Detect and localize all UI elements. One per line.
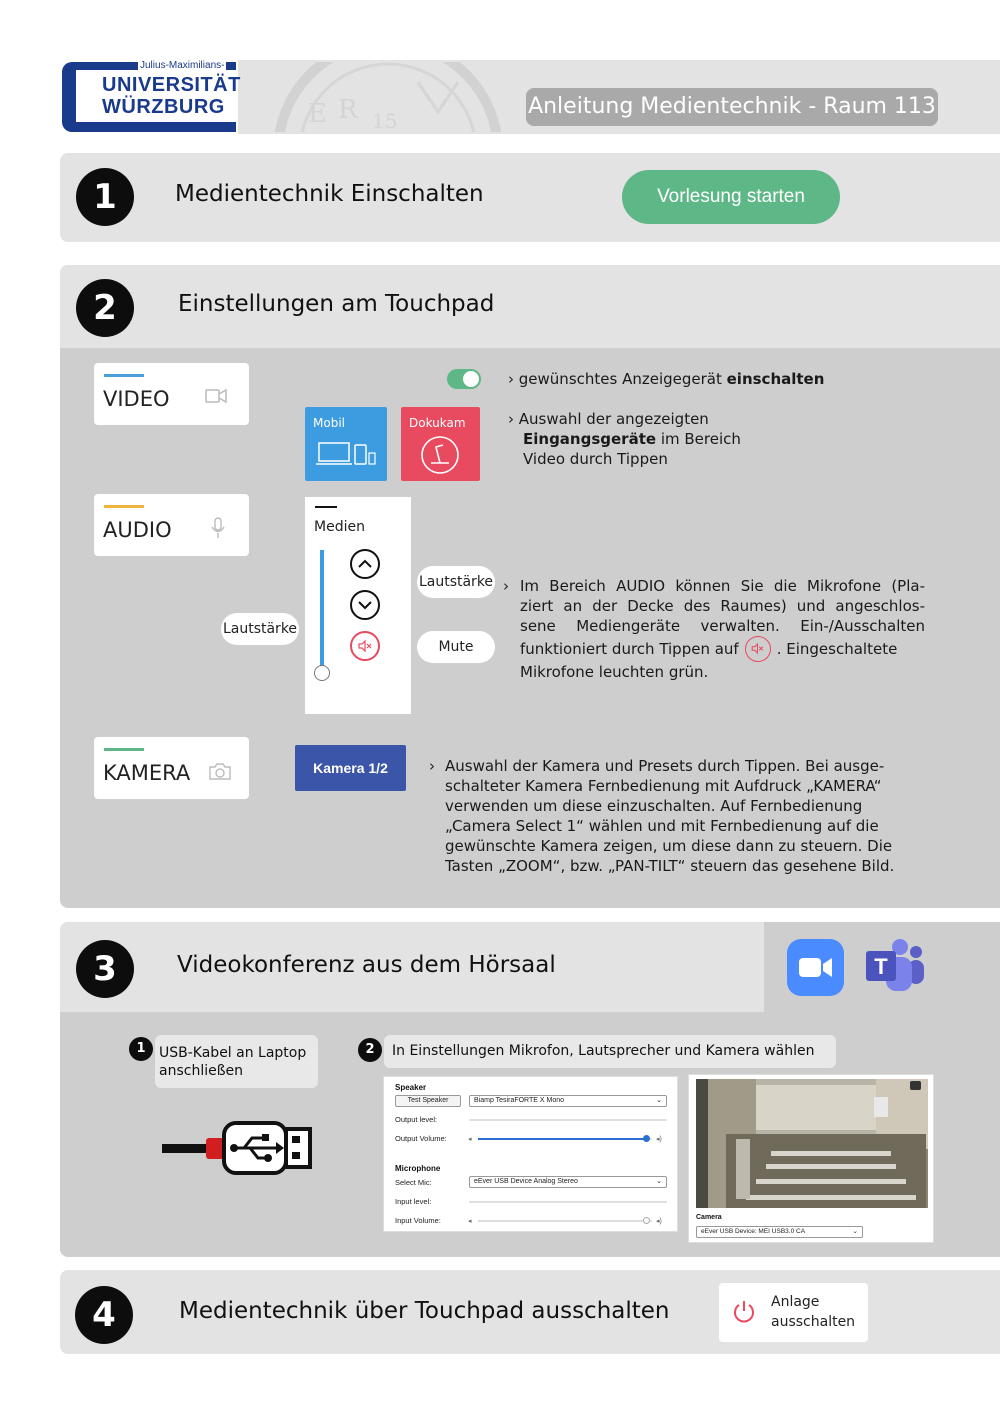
display-toggle[interactable] — [447, 369, 481, 389]
laptop-phone-icon — [315, 441, 377, 469]
step1-number: 1 — [76, 168, 134, 226]
camera-text-line1: Auswahl der Kamera und Presets durch Tippen. Bei ausge- — [445, 757, 885, 775]
logo-line2: WÜRZBURG — [102, 96, 225, 118]
photo-camera-icon — [208, 762, 232, 781]
speaker-muted-icon — [352, 633, 378, 659]
instruction2-rest: im Bereich — [656, 430, 741, 448]
video-indicator — [104, 374, 144, 377]
audio-text-line1: Im Bereich AUDIO können Sie die Mikrofone (Pla- — [520, 577, 925, 595]
camera-select[interactable] — [696, 1226, 863, 1238]
shutdown-label-line1: Anlage — [771, 1294, 820, 1310]
video-card-label: VIDEO — [103, 387, 170, 411]
instruction1-bold: einschalten — [726, 370, 825, 388]
volume-down-button[interactable] — [350, 590, 380, 620]
volume-low-icon: ◂ — [468, 1218, 472, 1225]
lecture-hall-preview-image — [696, 1079, 928, 1208]
usb-step-line1: USB-Kabel an Laptop — [159, 1045, 307, 1061]
volume-slider-track[interactable] — [320, 550, 324, 673]
video-card[interactable] — [94, 363, 249, 425]
tile-mobil[interactable] — [305, 407, 387, 481]
input-level-meter — [469, 1201, 667, 1203]
mute-callout: Mute — [417, 631, 495, 663]
fullscreen-icon[interactable] — [910, 1081, 921, 1090]
mute-inline-icon — [745, 636, 771, 662]
camera-instruction — [429, 756, 929, 876]
instruction2-line1: Auswahl der angezeigten — [518, 410, 709, 428]
camera-preview-screenshot — [688, 1074, 934, 1243]
output-volume-fill — [478, 1138, 647, 1140]
logo-frame-bottom — [76, 122, 236, 132]
chevron-down-icon: ⌄ — [656, 1097, 662, 1104]
logo-line1: UNIVERSITÄT — [102, 74, 241, 96]
instruction2-line3: Video durch Tippen — [523, 450, 668, 468]
settings-step-label: In Einstellungen Mikrofon, Lautsprecher und Kamera wählen — [384, 1035, 836, 1068]
svg-text:E: E — [308, 99, 327, 129]
chevron-down-icon — [352, 592, 378, 618]
microphone-heading: Microphone — [395, 1164, 441, 1173]
chevron-right-icon: › — [508, 370, 514, 388]
video-camera-icon — [205, 389, 227, 403]
audio-indicator — [104, 505, 144, 508]
output-level-meter — [469, 1119, 667, 1121]
test-speaker-button[interactable]: Test Speaker — [395, 1095, 461, 1107]
audio-text-line4 — [503, 636, 925, 662]
microphone-select-value: eEver USB Device Analog Stereo — [474, 1178, 578, 1185]
camera-text-line6: Tasten „ZOOM“, bzw. „PAN-TILT“ steuern das gesehene Bild. — [445, 857, 895, 875]
svg-text:R: R — [338, 95, 358, 125]
panel-indicator — [315, 506, 337, 508]
step2-number: 2 — [76, 279, 134, 337]
input-volume-label: Input Volume: — [395, 1216, 441, 1225]
video-instruction-1 — [508, 369, 824, 389]
shutdown-label — [771, 1292, 855, 1332]
camera-select-value: eEver USB Device: MEI USB3.0 CA — [701, 1228, 806, 1235]
volume-high-icon: ◂) — [656, 1136, 662, 1143]
output-volume-slider[interactable] — [478, 1138, 652, 1140]
usb-cable-icon — [160, 1120, 315, 1176]
audio-text-line5: Mikrofone leuchten grün. — [520, 663, 709, 681]
volume-high-icon: ◂) — [656, 1218, 662, 1225]
step4-title: Medientechnik über Touchpad ausschalten — [179, 1298, 670, 1324]
substep1-number: 1 — [129, 1037, 153, 1061]
audio-instruction — [503, 576, 925, 682]
mute-button[interactable] — [350, 631, 380, 661]
tile-dokukam-label: Dokukam — [409, 416, 466, 430]
input-volume-slider[interactable] — [478, 1220, 652, 1222]
camera-card[interactable] — [94, 737, 249, 799]
output-volume-label: Output Volume: — [395, 1134, 447, 1143]
volume-slider-handle[interactable] — [314, 665, 330, 681]
usb-step-line2: anschließen — [159, 1063, 244, 1079]
microphone-select[interactable] — [469, 1176, 667, 1188]
camera-card-label: KAMERA — [103, 761, 191, 785]
volume-low-icon: ◂ — [468, 1136, 472, 1143]
shutdown-button[interactable] — [719, 1283, 868, 1342]
chevron-down-icon: ⌄ — [852, 1228, 858, 1235]
chevron-right-icon: › — [508, 410, 514, 428]
media-panel-title: Medien — [314, 519, 365, 535]
output-volume-handle[interactable] — [643, 1135, 650, 1142]
input-volume-fill — [478, 1220, 647, 1222]
shutdown-label-line2: ausschalten — [771, 1314, 856, 1330]
input-level-label: Input level: — [395, 1197, 432, 1206]
substep2-number: 2 — [358, 1038, 382, 1062]
svg-text:15: 15 — [372, 109, 398, 132]
usb-step-label — [155, 1035, 318, 1088]
power-icon — [731, 1299, 757, 1325]
volume-buttons-callout: Lautstärke — [417, 566, 495, 598]
svg-text:T: T — [874, 954, 888, 979]
logo-subtitle: Julius-Maximilians- — [140, 60, 225, 71]
instruction2-bold: Eingangsgeräte — [523, 430, 657, 448]
microphone-icon — [211, 517, 225, 539]
audio-text-line3: sene Mediengeräte verwalten. Ein-/Ausschalten — [520, 617, 925, 635]
input-volume-handle[interactable] — [643, 1217, 650, 1224]
video-instruction-2 — [508, 409, 768, 469]
speaker-select[interactable] — [469, 1095, 667, 1107]
audio-text-line4b: . Eingeschaltete — [776, 640, 898, 658]
audio-card[interactable] — [94, 494, 249, 556]
teams-icon — [864, 937, 926, 995]
zoom-icon — [787, 939, 844, 996]
audio-text-line2: ziert an der Decke des Raumes) und angeschlos- — [520, 597, 925, 615]
university-seal-watermark — [268, 62, 508, 132]
camera-indicator — [104, 748, 144, 751]
step3-number: 3 — [76, 940, 134, 998]
camera-text-line3: verwenden um diese einzuschalten. Auf Fernbedienung — [445, 797, 863, 815]
audio-media-panel — [305, 497, 411, 714]
start-lecture-button[interactable]: Vorlesung starten — [622, 170, 840, 224]
chevron-right-icon: › — [429, 757, 435, 775]
audio-card-label: AUDIO — [103, 518, 172, 542]
output-level-label: Output level: — [395, 1115, 438, 1124]
camera-text-line4: „Camera Select 1“ wählen und mit Fernbedienung auf die — [445, 817, 879, 835]
step3-title: Videokonferenz aus dem Hörsaal — [177, 952, 556, 978]
step4-number: 4 — [75, 1286, 133, 1344]
camera-select-button[interactable]: Kamera 1/2 — [295, 745, 406, 791]
speaker-select-value: Biamp TesiraFORTE X Mono — [474, 1097, 564, 1104]
step1-title: Medientechnik Einschalten — [175, 181, 484, 207]
camera-text-line5: gewünschte Kamera zeigen, um diese dann zu steuern. Die — [445, 837, 893, 855]
camera-heading: Camera — [696, 1214, 722, 1221]
instruction1-text: gewünschtes Anzeigegerät — [518, 370, 727, 388]
tile-dokukam[interactable] — [401, 407, 480, 481]
speaker-heading: Speaker — [395, 1083, 427, 1092]
volume-slider-callout: Lautstärke — [221, 613, 299, 645]
select-mic-label: Select Mic: — [395, 1178, 432, 1187]
chevron-up-icon — [352, 551, 378, 577]
logo-wordmark — [102, 74, 241, 118]
chevron-right-icon: › — [503, 577, 509, 595]
document-camera-icon — [419, 435, 461, 475]
audio-settings-screenshot — [383, 1076, 678, 1232]
tile-mobil-label: Mobil — [313, 416, 345, 430]
audio-text-line4a: funktioniert durch Tippen auf — [520, 640, 739, 658]
step2-title: Einstellungen am Touchpad — [178, 291, 495, 317]
logo-bar — [62, 62, 76, 132]
chevron-down-icon: ⌄ — [656, 1178, 662, 1185]
volume-up-button[interactable] — [350, 549, 380, 579]
camera-text-line2: schalteter Kamera Fernbedienung mit Aufdruck „KAMERA“ — [445, 777, 882, 795]
document-title: Anleitung Medientechnik - Raum 113 — [526, 88, 938, 126]
